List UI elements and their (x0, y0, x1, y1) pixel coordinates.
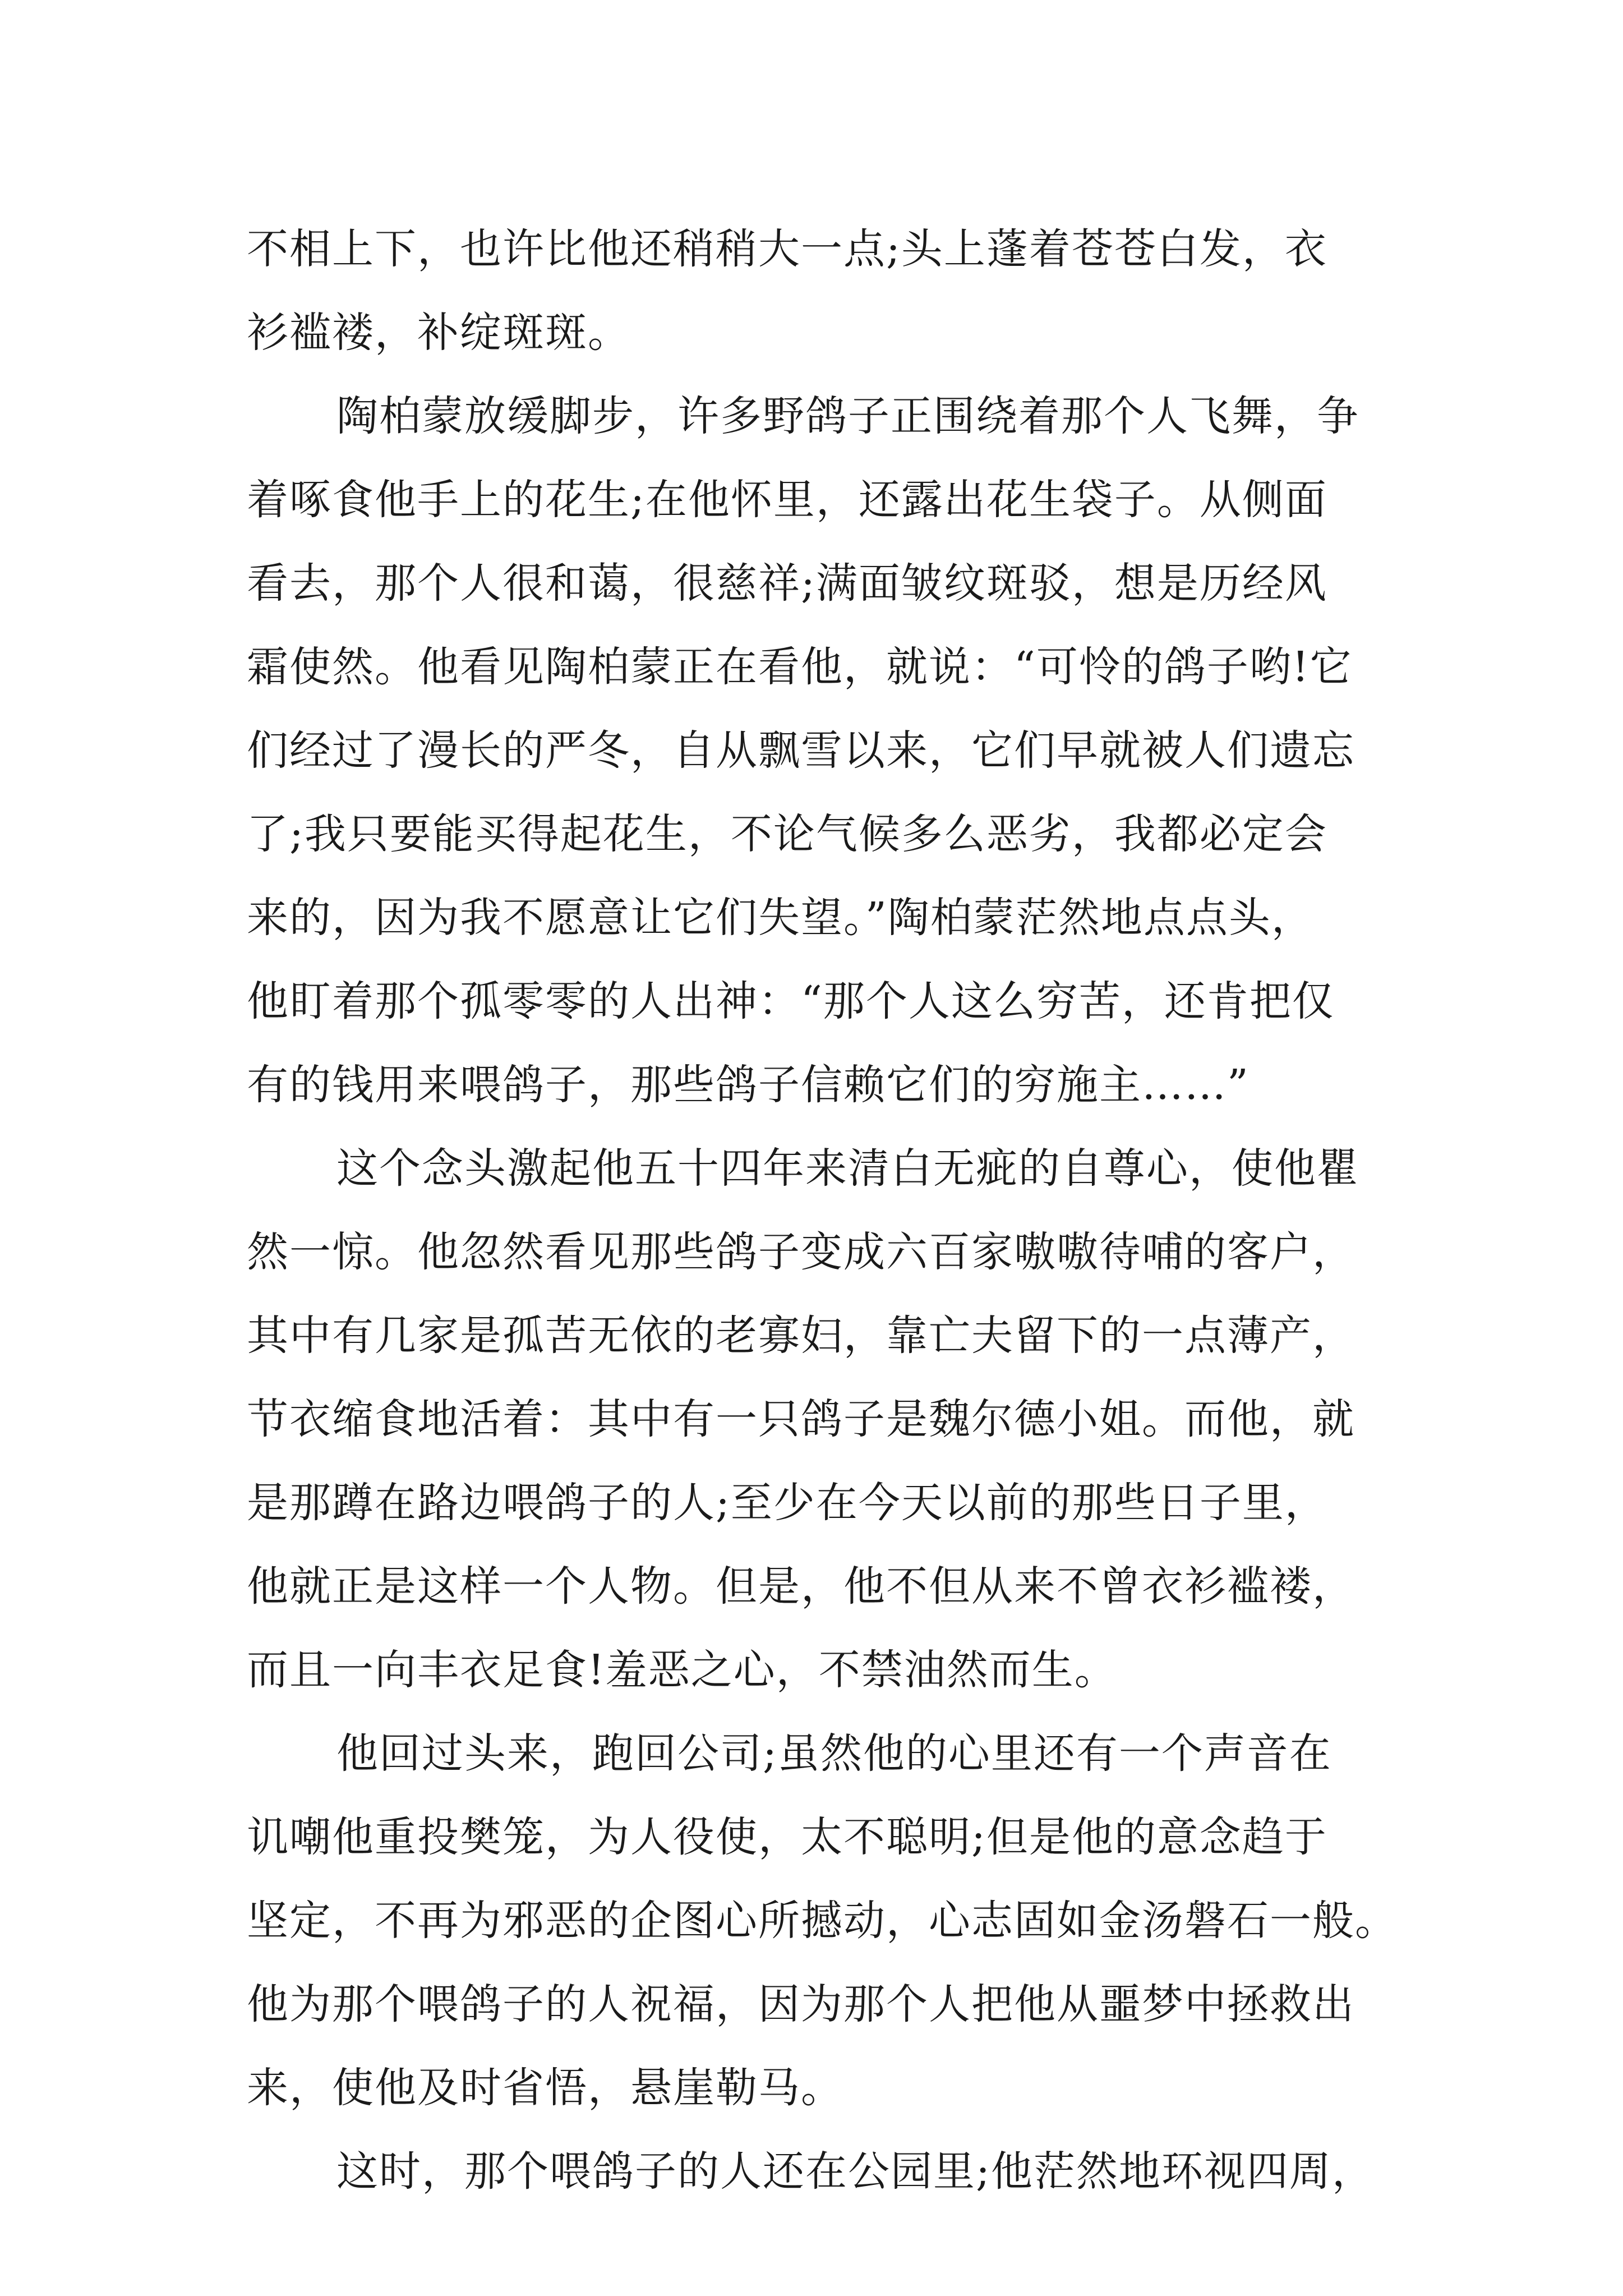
paragraph-3 (247, 1127, 1385, 1712)
text-line: 然一惊。他忽然看见那些鸽子变成六百家嗷嗷待哺的客户， (247, 1228, 1355, 1276)
text-line: 他就正是这样一个人物。但是，他不但从来不曾衣衫褴褛， (247, 1562, 1355, 1611)
text-line: 不相上下，也许比他还稍稍大一点;头上蓬着苍苍白发，衣 (247, 225, 1327, 273)
text-line: 其中有几家是孤苦无依的老寡妇，靠亡夫留下的一点薄产， (247, 1312, 1355, 1360)
text-line: 来，使他及时省悟，悬崖勒马。 (247, 2064, 843, 2112)
text-line: 们经过了漫长的严冬，自从飘雪以来，它们早就被人们遗忘 (247, 726, 1355, 775)
text-line: 坚定，不再为邪恶的企图心所撼动，心志固如金汤磐石一般。 (247, 1897, 1398, 1945)
text-line: 来的，因为我不愿意让它们失望。”陶柏蒙茫然地点点头， (247, 894, 1314, 942)
text-line: 他为那个喂鸽子的人祝福，因为那个人把他从噩梦中拯救出 (247, 1980, 1355, 2028)
text-line: 他盯着那个孤零零的人出神：“那个人这么穷苦，还肯把仅 (247, 977, 1335, 1025)
text-line: 这时，那个喂鸽子的人还在公园里;他茫然地环视四周， (336, 2147, 1375, 2196)
body-text (247, 208, 1398, 2214)
paragraph-5 (247, 2130, 1385, 2214)
paragraph-4 (247, 1712, 1398, 2130)
text-line: 讥嘲他重投樊笼，为人役使，太不聪明;但是他的意念趋于 (247, 1813, 1327, 1861)
text-line: 节衣缩食地活着：其中有一只鸽子是魏尔德小姐。而他，就 (247, 1395, 1355, 1443)
text-line: 有的钱用来喂鸽子，那些鸽子信赖它们的穷施主……” (247, 1061, 1249, 1109)
text-line: 陶柏蒙放缓脚步，许多野鸽子正围绕着那个人飞舞，争 (336, 392, 1359, 440)
text-line: 着啄食他手上的花生;在他怀里，还露出花生袋子。从侧面 (247, 476, 1327, 524)
text-line: 这个念头激起他五十四年来清白无疵的自尊心，使他瞿 (336, 1144, 1359, 1193)
text-line: 而且一向丰衣足食!羞恶之心，不禁油然而生。 (247, 1646, 1117, 1694)
text-line: 是那蹲在路边喂鸽子的人;至少在今天以前的那些日子里， (247, 1479, 1327, 1527)
text-line: 了;我只要能买得起花生，不论气候多么恶劣，我都必定会 (247, 810, 1327, 858)
text-line: 衫褴褛，补绽斑斑。 (247, 309, 630, 357)
paragraph-1 (247, 208, 1385, 375)
paragraph-2 (247, 375, 1385, 1127)
text-line: 他回过头来，跑回公司;虽然他的心里还有一个声音在 (336, 1729, 1332, 1778)
text-line: 霜使然。他看见陶柏蒙正在看他，就说：“可怜的鸽子哟!它 (247, 643, 1353, 691)
text-line: 看去，那个人很和蔼，很慈祥;满面皱纹斑驳，想是历经风 (247, 559, 1327, 608)
